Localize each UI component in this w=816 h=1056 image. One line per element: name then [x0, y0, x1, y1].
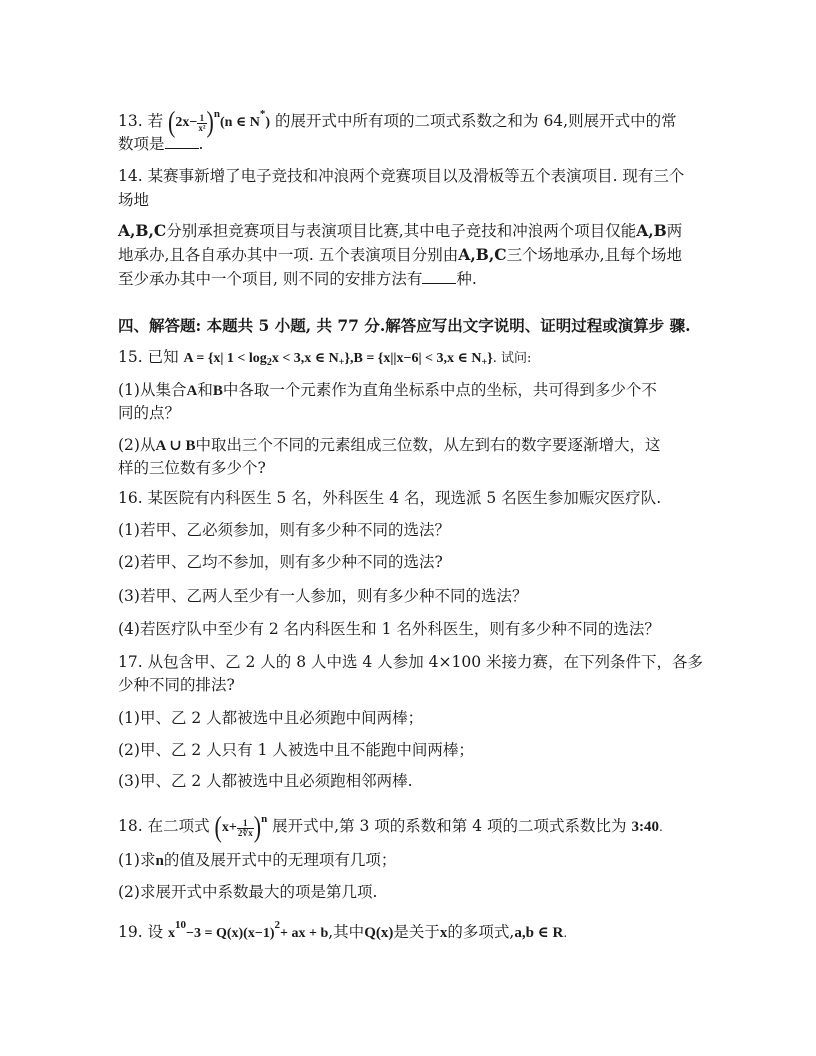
q15-set-definitions: A = {x| $1 < \log_2x < 3,x$ ∈ $N_+\},B = \{x||x-6| < 3,x$ ∈ $N_+$} [183, 351, 493, 368]
question-14-line-4: 地承办,且各自承办其中一项. 五个表演项目分别由A,B,C三个场地承办,且每个场地 [118, 245, 682, 264]
question-17-stem-line-2: 少种不同的排法? [118, 676, 235, 694]
question-16-part-4: (4)若医疗队中至少有 2 名内科医生和 1 名外科医生，则有多少种不同的选法？ [118, 620, 660, 638]
question-15-part-1-line-2: 同的点？ [118, 404, 181, 422]
question-18-part-1: (1)求n的值及展开式中的无理项有几项； [118, 851, 397, 869]
question-16-part-3: (3)若甲、乙两人至少有一人参加，则有多少种不同的选法？ [118, 587, 528, 605]
q18-binomial-expression: (x+ $\frac{1}{2∜x}$ )$^n$ [214, 809, 268, 844]
question-17-part-1: (1)甲、乙 2 人都被选中且必须跑中间两棒； [118, 709, 424, 727]
answer-blank [422, 269, 456, 284]
question-14-line-3: A,B,C分别承担竞赛项目与表演项目比赛,其中电子竞技和冲浪两个项目仅能A,B两 [118, 221, 683, 240]
section-heading: 四、解答题: 本题共 5 小题, 共 77 分.解答应写出文字说明、证明过程或演算步 骤. [118, 316, 691, 335]
q13-binomial-expression: (2x− $\frac{1}{\text{x²}}$ )$^n$(n ∈ N*) [168, 104, 271, 139]
question-17-part-2: (2)甲、乙 2 人只有 1 人被选中且不能跑中间两棒； [118, 741, 474, 759]
question-16-stem: 16. 某医院有内科医生 5 名，外科医生 4 名，现选派 5 名医生参加赈灾医疗队. [118, 489, 662, 507]
question-15-line-1: 15. 已知 A = {x| $1 < \log_2x < 3,x$ ∈ $N_+\},B = \{x||x-6| < 3,x$ ∈ $N_+$}. 试问: [118, 348, 532, 368]
question-18-part-2: (2)求展开式中系数最大的项是第几项. [118, 883, 378, 901]
question-17-part-3: (3)甲、乙 2 人都被选中且必须跑相邻两棒. [118, 772, 413, 790]
question-17-stem-line-1: 17. 从包含甲、乙 2 人的 8 人中选 4 人参加 4×100 米接力赛，在下列条件下，各多 [118, 653, 704, 671]
question-13-line-2: 数项是 . [118, 135, 204, 153]
question-19-line-1: 19. 设 $x^{10}-3 = Q(x)(x-1)^2+$ ax + b,其中Q(x)是关于x的多项式,a,b ∈ R. [118, 919, 568, 941]
q13-prefix: 13. 若 [118, 112, 164, 130]
question-15-part-2-line-1: (2)从A ∪ B中取出三个不同的元素组成三位数，从左到右的数字要逐渐增大，这 [118, 436, 661, 454]
question-14-line-5: 至少承办其中一个项目, 则不同的安排方法有 种. [118, 270, 477, 288]
question-16-part-2: (2)若甲、乙均不参加，则有多少种不同的选法? [118, 553, 443, 571]
q13-text: 的展开式中所有项的二项式系数之和为 64,则展开式中的常 [275, 112, 677, 130]
question-16-part-1: (1)若甲、乙必须参加，则有多少种不同的选法？ [118, 521, 450, 539]
question-15-part-2-line-2: 样的三位数有多少个? [118, 459, 266, 477]
question-15-part-1-line-1: (1)从集合A和B中各取一个元素作为直角坐标系中点的坐标，共可得到多少个不 [118, 381, 657, 399]
question-14-line-1: 14. 某赛事新增了电子竞技和冲浪两个竞赛项目以及滑板等五个表演项目. 现有三个 [118, 167, 685, 185]
question-14-line-2: 场地 [118, 191, 150, 209]
q18-ratio: 3:40 [631, 819, 659, 835]
answer-blank [165, 134, 199, 149]
question-13-line-1 [118, 104, 677, 139]
q19-equation: $x^{10}-3 = Q(x)(x-1)^2+$ ax + b [168, 919, 329, 941]
question-18-line-1: 18. 在二项式 (x+ $\frac{1}{2∜x}$ )$^n$ 展开式中,第 3 项的系数和第 4 项的二项式系数比为 3:40. [118, 809, 663, 844]
